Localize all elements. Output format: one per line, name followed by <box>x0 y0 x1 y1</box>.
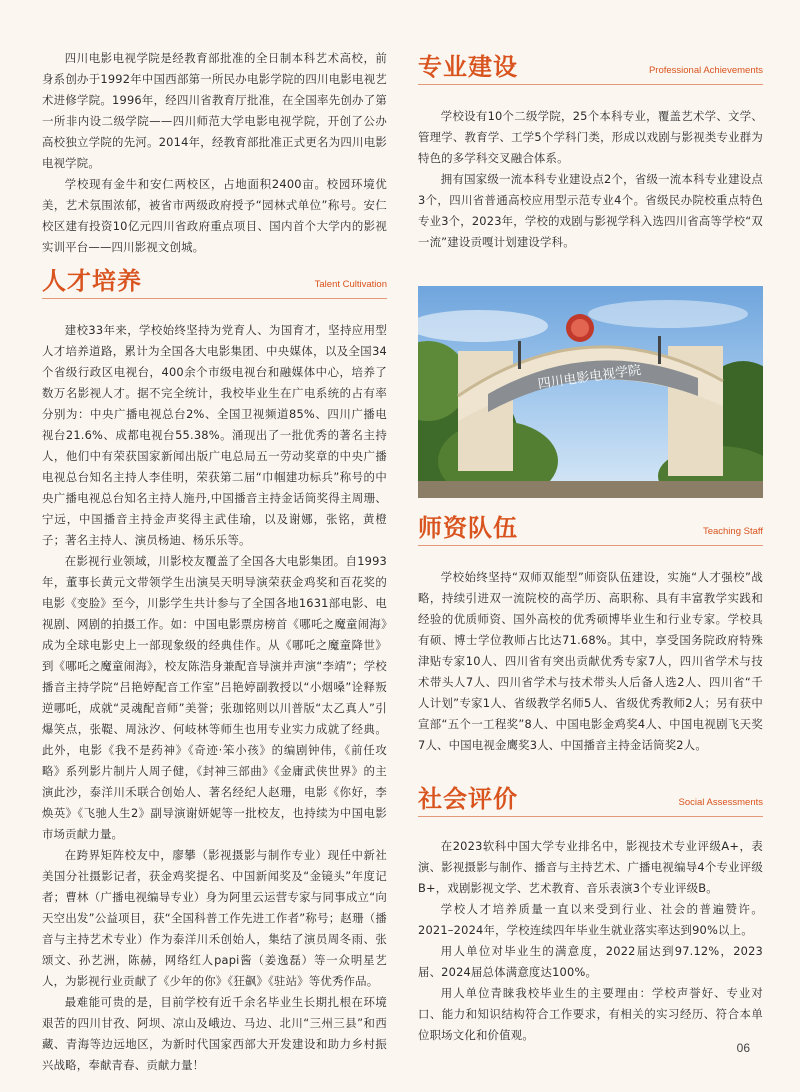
social-paragraph-3: 用人单位对毕业生的满意度，2022届达到97.12%，2023届、2024届总体满意度达100%。 <box>418 944 763 979</box>
social-header-rule <box>418 816 763 817</box>
talent-section-header <box>42 258 387 296</box>
social-section-body <box>418 836 763 1046</box>
major-section-title: 专业建设 <box>418 53 518 81</box>
talent-section-subtitle: Talent Cultivation <box>314 279 387 290</box>
intro-section <box>42 48 387 258</box>
talent-paragraph-2: 在影视行业领域，川影校友覆盖了全国各大电影集团。自1993年，董事长黄元文带领学生出演吴天明导演荣获金鸡奖和百花奖的电影《变脸》至今，川影学生共计参与了全国各地1631部电影、电视剧、网剧的拍摄工作。如：中国电影票房榜首《哪吒之魔童闹海》成为全球电影史上一部现象级的经典佳作。从《哪吒之魔童降世》到《哪吒之魔童闹海》，校友陈浩身兼配音导演并声演“李靖”；学校播音主持学院“吕艳婷配音工作室”吕艳婷副教授以“小烟嗓”诠释叛逆哪吒，成就“灵魂配音师”美誉；张珈铭则以川普版“太乙真人”引爆笑点，张鞮、周泳汐、何岐林等师生也用专业实力成就了经典。此外，电影《我不是药神》《奇迹·笨小孩》的编剧钟伟，《前任攻略》系列影片制片人周子健，《封神三部曲》《金庸武侠世界》的主演此沙，泰洋川禾联合创始人、著名经纪人赵珊，电影《你好，李焕英》《飞驰人生2》副导演谢妍妮等一批校友，也持续为中国电影市场贡献力量。 <box>42 554 387 841</box>
talent-header-rule <box>42 298 387 299</box>
major-paragraph-2: 拥有国家级一流本科专业建设点2个，省级一流本科专业建设点3个，四川省普通高校应用型示范专业4个。省级民办院校重点特色专业3个，2023年，学校的戏剧与影视学科入选四川省高等学校“双一流”建设贡嘎计划建设学科。 <box>418 172 763 249</box>
staff-paragraph-1: 学校始终坚持“双师双能型”师资队伍建设，实施“人才强校”战略，持续引进双一流院校的高学历、高职称、具有丰富教学实践和经验的优质师资、国外高校的优秀硕博毕业生和行业专家。学校具有硕、博士学位教师占比达71.68%。其中，享受国务院政府特殊津贴专家10人、四川省有突出贡献优秀专家7人，四川省学术与技术带头人7人、四川省学术与技术带头人后备人选2人、四川省“千人计划”专家1人、省级教学名师5人、省级优秀教师2人；另有获中宣部“五个一工程奖”8人、中国电影金鸡奖4人、中国电视剧飞天奖7人、中国电视金鹰奖3人、中国播音主持金话筒奖2人。 <box>418 570 763 752</box>
staff-section-header <box>418 505 763 543</box>
staff-section-title: 师资队伍 <box>418 514 518 542</box>
talent-paragraph-4: 最难能可贵的是，目前学校有近千余名毕业生长期扎根在环境艰苦的四川甘孜、阿坝、凉山及峨边、马边、北川“三州三县”和西藏、青海等边远地区，为新时代国家西部大开发建设和助力乡村振兴战略，奉献青春、贡献力量！ <box>42 995 387 1072</box>
major-section-body <box>418 106 763 253</box>
talent-section-title: 人才培养 <box>42 267 142 295</box>
social-section-subtitle: Social Assessments <box>678 797 763 808</box>
social-paragraph-2: 学校人才培养质量一直以来受到行业、社会的普遍赞许。2021–2024年，学校连续四年毕业生就业落实率达到90%以上。 <box>418 902 763 937</box>
gate-sign-text: 四川电影电视学院 <box>536 362 643 393</box>
talent-paragraph-3: 在跨界矩阵校友中，廖攀（影视摄影与制作专业）现任中新社美国分社摄影记者，获金鸡奖提名、中国新闻奖及“金镜头”年度记者；曹林（广播电视编导专业）身为阿里云运营专家与同事成立“向天空出发”公益项目，获“全国科普工作先进工作者”称号；赵珊（播音与主持艺术专业）作为泰洋川禾创始人，集结了演员周冬雨、张颂文、孙艺洲，陈赫，网络红人papi酱（姜逸磊）等一众明星艺人，为影视行业贡献了《少年的你》《狂飙》《驻站》等优秀作品。 <box>42 848 387 988</box>
social-paragraph-4: 用人单位青睐我校毕业生的主要理由：学校声誉好、专业对口、能力和知识结构符合工作要求，有相关的实习经历、符合本单位职场文化和价值观。 <box>418 986 763 1042</box>
campus-gate-photo <box>418 286 763 498</box>
talent-paragraph-1: 建校33年来，学校始终坚持为党育人、为国育才，坚持应用型人才培养道路，累计为全国各大电影集团、中央媒体，以及全国34个省级行政区电视台，400余个市级电视台和融媒体中心，培养了数万名影视人才。据不完全统计，我校毕业生在广电系统的占有率分别为：中央广播电视总台2%、全国卫视频道85%、四川广播电视台21.6%、成都电视台55.38%。涌现出了一批优秀的著名主持人，他们中有荣获国家新闻出版广电总局五一劳动奖章的中央广播电视总台知名主持人李佳明，荣获第二届“巾帼建功标兵”称号的中央广播电视总台知名主持人施丹,中国播音主持金话筒奖得主周珊、宁远，中国播音主持金声奖得主武佳瑜，以及谢娜，张铭，黄橙子；著名主持人、演员杨迪、杨乐乐等。 <box>42 323 387 547</box>
social-section-header <box>418 776 763 814</box>
intro-paragraph-2: 学校现有金牛和安仁两校区，占地面积2400亩。校园环境优美，艺术氛围浓郁，被省市两级政府授予“园林式单位”称号。安仁校区建有投资10亿元四川省政府重点项目、国内首个大学内的影视实训平台——四川影视文创城。 <box>42 177 387 254</box>
staff-header-rule <box>418 545 763 546</box>
talent-section-body <box>42 320 387 1076</box>
social-section-title: 社会评价 <box>418 785 518 813</box>
campus-gate-illustration <box>418 286 763 498</box>
major-header-rule <box>418 84 763 85</box>
major-paragraph-1: 学校设有10个二级学院，25个本科专业，覆盖艺术学、文学、管理学、教育学、工学5个学科门类，形成以戏剧与影视类专业群为特色的多学科交叉融合体系。 <box>418 109 763 165</box>
intro-paragraph-1: 四川电影电视学院是经教育部批准的全日制本科艺术高校，前身系创办于1992年中国西部第一所民办电影学院的四川电影电视艺术进修学院。1996年，经四川省教育厅批准，在全国率先创办了第一所非内设二级学院——四川师范大学电影电视学院，开创了公办高校独立学院的先河。2014年，经教育部批准正式更名为四川电影电视学院。 <box>42 51 387 170</box>
major-section-subtitle: Professional Achievements <box>648 65 763 76</box>
major-section-header <box>418 44 763 82</box>
page-number: 06 <box>736 1041 750 1055</box>
staff-section-body <box>418 567 763 756</box>
staff-section-subtitle: Teaching Staff <box>702 526 763 537</box>
social-paragraph-1: 在2023软科中国大学专业排名中，影视技术专业评级A+，表演、影视摄影与制作、播音与主持艺术、广播电视编导4个专业评级B+，戏剧影视文学、艺术教育、音乐表演3个专业评级B。 <box>418 839 763 895</box>
